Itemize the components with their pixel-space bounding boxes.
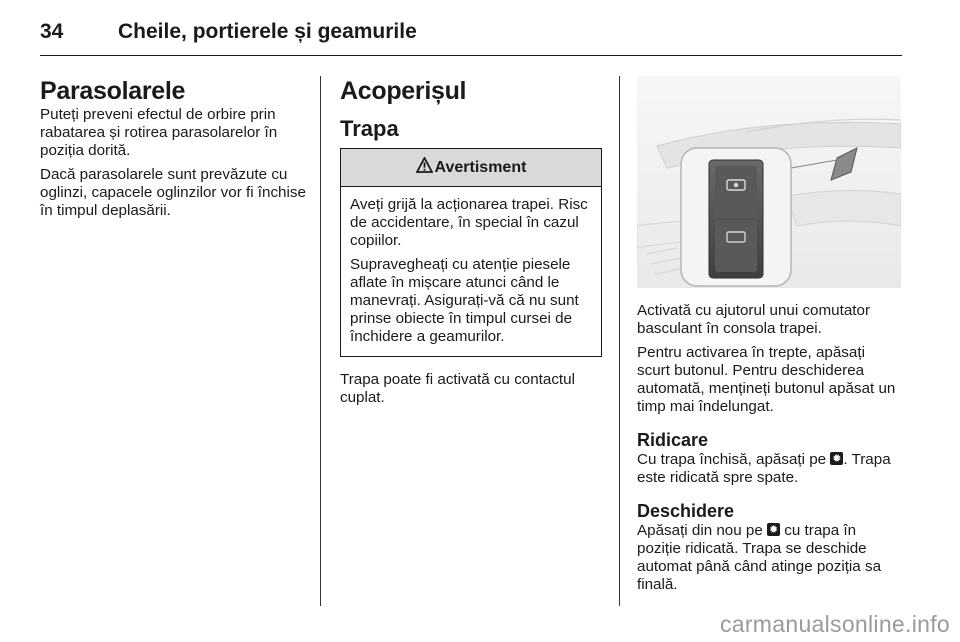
warning-triangle-icon — [416, 157, 433, 178]
subsection-raise — [637, 430, 902, 487]
paragraph: Dacă parasolarele sunt prevăzute cu oglinzi, capacele oglinzilor vor fi închise în timpul deplasării. — [40, 166, 306, 219]
paragraph — [637, 522, 902, 594]
section-title-roof: Acoperișul — [340, 77, 467, 105]
page-header — [40, 16, 902, 56]
chapter-title: Cheile, portierele și geamurile — [118, 20, 417, 43]
subsection-title-raise: Ridicare — [637, 430, 709, 450]
warning-header — [341, 149, 601, 187]
subsection-open — [637, 501, 902, 594]
subsection-title-open: Deschidere — [637, 501, 735, 521]
subsection-title-sunroof: Trapa — [340, 116, 399, 141]
column-sun-visors — [40, 76, 310, 220]
section-title-sun-visors: Parasolarele — [40, 77, 186, 105]
warning-paragraph: Supravegheați cu atenție piesele aflate în mișcare atunci când le manevrați. Asigurați-vă că nu sunt prinse obiecte în timpul cursei de închidere a geamurilor. — [350, 256, 579, 345]
warning-title: Avertisment — [434, 158, 527, 176]
paragraph — [637, 451, 902, 487]
sunroof-switch-illustration — [637, 76, 901, 288]
text: Cu trapa închisă, apăsați pe — [637, 451, 827, 468]
page-number: 34 — [40, 20, 64, 43]
paragraph: Trapa poate fi activată cu contactul cuplat. — [340, 371, 575, 406]
column-divider — [320, 76, 321, 606]
figure-caption: Activată cu ajutorul unui comutator basculant în consola trapei. — [637, 302, 870, 337]
warning-box — [340, 148, 602, 357]
paragraph: Pentru activarea în trepte, apăsați scurt butonul. Pentru deschiderea automată, mențineți butonul apăsat un timp mai îndelungat. — [637, 344, 896, 415]
sunroof-tilt-button-icon — [767, 523, 780, 536]
warning-paragraph: Aveți grijă la acționarea trapei. Risc de accidentare, în special în cazul copiilor. — [350, 196, 588, 249]
text: Apăsați din nou pe — [637, 522, 763, 539]
column-divider — [619, 76, 620, 606]
watermark: carmanualsonline.info — [719, 611, 950, 637]
warning-body — [341, 187, 601, 356]
column-roof — [340, 76, 602, 407]
paragraph: Puteți preveni efectul de orbire prin rabatarea și rotirea parasolarelor în poziția dorită. — [40, 106, 278, 159]
text: cu trapa în poziție ridicată. Trapa se deschide automat până când atinge poziția sa finală. — [637, 522, 882, 593]
column-sunroof-operation — [637, 76, 902, 594]
text: . Trapa este ridicată spre spate. — [637, 451, 891, 486]
sunroof-tilt-button-icon — [830, 452, 843, 465]
